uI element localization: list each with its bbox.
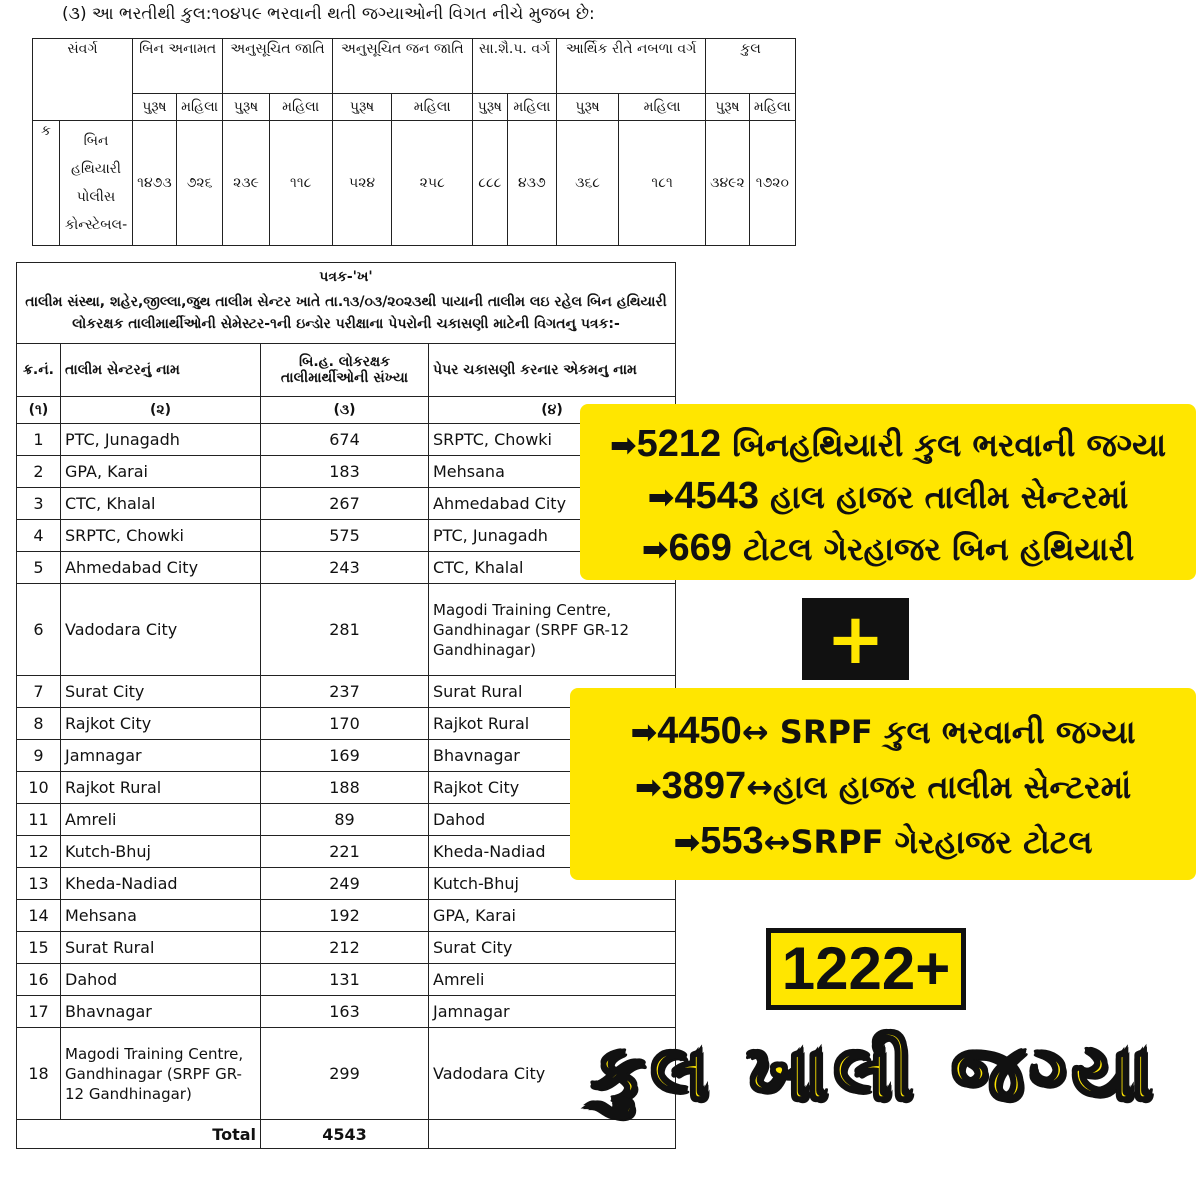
row-count: 243 [261,552,429,584]
row-count: 575 [261,520,429,552]
row-checker: Magodi Training Centre, Gandhinagar (SRPF GR-12 Gandhinagar) [429,584,676,676]
table-row [17,964,676,996]
top-sub-header: મહિલા [619,94,706,121]
summary-line [580,470,1196,522]
top-row-value: ૫૨૪ [332,121,392,246]
arrow-right-icon: ➡ [630,713,658,751]
top-row-value: ૧૧૮ [269,121,332,246]
arrow-right-icon: ➡ [609,426,637,464]
summary-number: 4543 [674,475,760,517]
summary-text: હાલ હાજર તાલીમ સેન્ટરમાં [759,478,1129,516]
row-count: 183 [261,456,429,488]
header-count: બિ.હ. લોકરક્ષક તાલીમાર્થીઓની સંખ્યા [261,344,429,397]
top-sub-header: પુરૂષ [332,94,392,121]
row-serial: 5 [17,552,61,584]
row-center-name: PTC, Junagadh [61,424,261,456]
table-row [17,456,676,488]
row-center-name: Mehsana [61,900,261,932]
total-vacancy-caption: કુલ ખાલી જગ્યા [591,1028,1159,1117]
top-header-st: અનુસૂચિત જન જાતિ [332,39,472,94]
row-checker: Kutch-Bhuj [429,868,676,900]
row-center-name: Amreli [61,804,261,836]
table-row [17,900,676,932]
row-center-name: Kheda-Nadiad [61,868,261,900]
plus-box [802,598,909,680]
table-row [17,520,676,552]
row-checker: Rajkot Rural [429,708,676,740]
summary-text: ↔હાલ હાજર તાલીમ સેન્ટરમાં [746,768,1132,806]
row-count: 170 [261,708,429,740]
row-checker: Surat Rural [429,676,676,708]
row-serial: 8 [17,708,61,740]
row-serial: 4 [17,520,61,552]
top-header-total: કુલ [706,39,796,94]
row-count: 212 [261,932,429,964]
row-count: 249 [261,868,429,900]
row-checker: Dahod [429,804,676,836]
top-note: (૩) આ ભરતીથી કુલ:૧૦૪૫૯ ભરવાની થતી જગ્યાઓની વિગત નીચે મુજબ છે: [62,4,595,24]
row-center-name: Rajkot Rural [61,772,261,804]
top-row-value: ૨૫૮ [392,121,473,246]
total-value: 4543 [261,1120,429,1149]
top-row-value: ૮૮૮ [473,121,508,246]
top-header-sc: અનુસૂચિત જાતિ [223,39,332,94]
summary-line [570,814,1196,869]
row-checker: Vadodara City [429,1028,676,1120]
top-row-category: બિન હથિયારી પોલીસ કોન્સ્ટેબલ- [60,121,133,246]
row-center-name: SRPTC, Chowki [61,520,261,552]
row-count: 89 [261,804,429,836]
top-header-ews: આર્થિક રીતે નબળા વર્ગ [557,39,706,94]
top-sub-header: મહિલા [507,94,557,121]
main-description: તાલીમ સંસ્થા, શહેર,જીલ્લા,જુથ તાલીમ સેન્ટર ખાતે તા.૧૩/૦૩/૨૦૨૩થી પાયાની તાલીમ લઇ રહેલ બિન હથિયારી લોકરક્ષક તાલીમાર્થીઓની સેમેસ્ટર-૧ની ઇન્ડોર પરીક્ષાના પેપરોની ચકાસણી માટેની વિગતનુ પત્રક:- [16,289,676,343]
row-serial: 2 [17,456,61,488]
row-center-name: Jamnagar [61,740,261,772]
row-serial: 7 [17,676,61,708]
row-checker: CTC, Khalal [429,552,676,584]
top-sub-header: મહિલા [269,94,332,121]
plus-icon: + [826,598,885,680]
top-header-sebc: સા.શૈ.પ. વર્ગ [473,39,557,94]
row-serial: 12 [17,836,61,868]
top-row-value: ૨૩૯ [223,121,269,246]
row-serial: 16 [17,964,61,996]
row-count: 674 [261,424,429,456]
arrow-right-icon: ➡ [634,768,662,806]
top-row-value: ૧૪૭૩ [133,121,177,246]
row-center-name: Vadodara City [61,584,261,676]
col-number: (૨) [61,397,261,424]
row-checker: Ahmedabad City [429,488,676,520]
top-header-unreserved: બિન અનામત [133,39,223,94]
top-sub-header: પુરૂષ [223,94,269,121]
row-center-name: Ahmedabad City [61,552,261,584]
row-serial: 11 [17,804,61,836]
table-row [17,1028,676,1120]
row-count: 192 [261,900,429,932]
arrow-right-icon: ➡ [647,478,675,516]
top-sub-header: પુરૂષ [133,94,177,121]
header-center-name: તાલીમ સેન્ટરનું નામ [61,344,261,397]
table-row [17,932,676,964]
row-checker: Kheda-Nadiad [429,836,676,868]
summary-line [570,704,1196,759]
header-checker: પેપર ચકાસણી કરનાર એકમનુ નામ [429,344,676,397]
top-sub-header: પુરૂષ [557,94,619,121]
row-checker: Amreli [429,964,676,996]
row-serial: 1 [17,424,61,456]
row-serial: 14 [17,900,61,932]
arrow-right-icon: ➡ [641,530,669,568]
arrow-right-icon: ➡ [673,823,701,861]
row-checker: PTC, Junagadh [429,520,676,552]
row-center-name: Rajkot City [61,708,261,740]
row-count: 169 [261,740,429,772]
row-count: 281 [261,584,429,676]
top-sub-header: મહિલા [176,94,223,121]
row-serial: 3 [17,488,61,520]
col-number: (૧) [17,397,61,424]
top-header-category: સંવર્ગ [33,39,133,121]
row-center-name: Surat City [61,676,261,708]
row-checker: Bhavnagar [429,740,676,772]
row-center-name: Magodi Training Centre, Gandhinagar (SRPF GR-12 Gandhinagar) [61,1028,261,1120]
row-checker: Mehsana [429,456,676,488]
table-row [17,996,676,1028]
row-serial: 17 [17,996,61,1028]
row-count: 163 [261,996,429,1028]
top-sub-header: પુરૂષ [473,94,508,121]
row-serial: 10 [17,772,61,804]
row-serial: 13 [17,868,61,900]
summary-line [570,759,1196,814]
summary-text: ટોટલ ગેરહાજર બિન હથિયારી [731,530,1135,568]
total-empty [429,1120,676,1149]
total-label: Total [17,1120,261,1149]
summary-box-unarmed [580,404,1196,580]
row-checker: SRPTC, Chowki [429,424,676,456]
summary-number: 5212 [636,423,722,465]
header-serial: ક્ર.નં. [17,344,61,397]
summary-number: 553 [700,820,764,862]
row-checker: Jamnagar [429,996,676,1028]
row-count: 237 [261,676,429,708]
row-checker: GPA, Karai [429,900,676,932]
table-row [17,488,676,520]
col-number: (૪) [429,397,676,424]
row-serial: 9 [17,740,61,772]
row-count: 221 [261,836,429,868]
row-center-name: Dahod [61,964,261,996]
table-row [17,552,676,584]
row-count: 267 [261,488,429,520]
summary-number: 4450 [657,710,742,752]
row-center-name: CTC, Khalal [61,488,261,520]
row-count: 299 [261,1028,429,1120]
top-row-value: ૩૪૯૨ [706,121,749,246]
row-serial: 6 [17,584,61,676]
summary-text: બિનહથિયારી કુલ ભરવાની જગ્યા [721,426,1167,464]
summary-number: 3897 [661,765,747,807]
top-sub-header: મહિલા [749,94,795,121]
summary-text: ↔ SRPF કુલ ભરવાની જગ્યા [741,713,1136,751]
summary-box-srpf [570,688,1196,880]
summary-line [580,418,1196,470]
main-title: પત્રક-'ખ' [16,262,676,289]
row-center-name: GPA, Karai [61,456,261,488]
top-row-no: ક [33,121,60,246]
top-sub-header: મહિલા [392,94,473,121]
row-count: 131 [261,964,429,996]
row-count: 188 [261,772,429,804]
summary-number: 669 [668,527,732,569]
row-serial: 15 [17,932,61,964]
top-row-value: ૭૨૬ [176,121,223,246]
summary-line [580,522,1196,574]
top-sub-header: પુરૂષ [706,94,749,121]
row-checker: Surat City [429,932,676,964]
table-row [17,424,676,456]
row-center-name: Surat Rural [61,932,261,964]
top-row-value: ૧૭૨૦ [749,121,795,246]
row-center-name: Bhavnagar [61,996,261,1028]
row-center-name: Kutch-Bhuj [61,836,261,868]
top-vacancy-table [32,38,796,246]
top-row-value: ૧૮૧ [619,121,706,246]
table-row [17,584,676,676]
total-vacancy-badge: 1222+ [766,928,966,1010]
top-row-value: ૩૬૮ [557,121,619,246]
row-checker: Rajkot City [429,772,676,804]
top-row-value: ૪૩૭ [507,121,557,246]
col-number: (૩) [261,397,429,424]
summary-text: ↔SRPF ગેરહાજર ટોટલ [763,823,1093,861]
row-serial: 18 [17,1028,61,1120]
